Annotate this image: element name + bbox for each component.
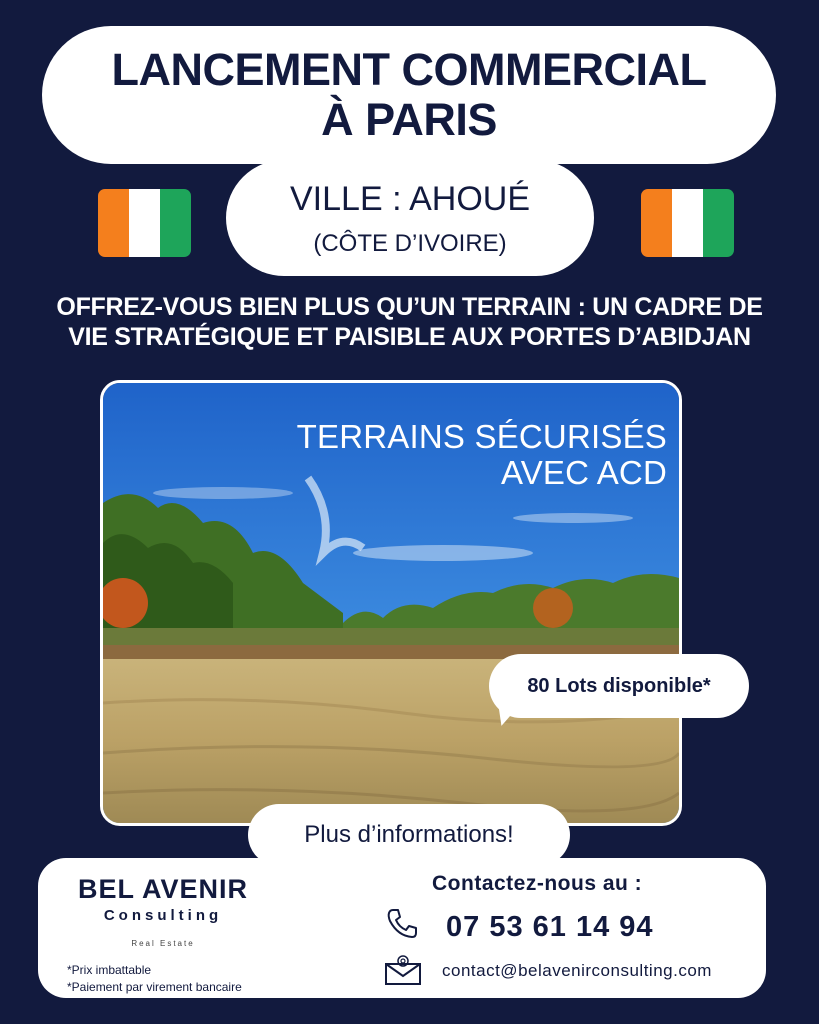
city-label: VILLE : AHOUÉ [290,180,530,218]
photo-caption-line-2: AVEC ACD [500,454,667,491]
phone-number[interactable]: 07 53 61 14 94 [446,911,654,943]
brand-subtitle: Consulting [103,907,223,924]
mail-icon [384,954,422,991]
brand-name: BEL AVENIR [77,874,249,904]
photo-caption-line-1: TERRAINS SÉCURISÉS [296,418,667,455]
tagline-line-2: VIE STRATÉGIQUE ET PAISIBLE AUX PORTES D’ABIDJAN [68,323,751,351]
title-banner [42,26,776,164]
cote-divoire-flag-right-icon [641,189,734,257]
title-line-1: LANCEMENT COMMERCIAL [111,44,707,95]
email-address[interactable]: contact@belavenirconsulting.com [442,961,712,980]
cote-divoire-flag-left-icon [98,189,191,257]
brand-tagline: Real Estate [131,939,195,948]
photo-caption [297,419,667,491]
tagline-line-1: OFFREZ-VOUS BIEN PLUS QU’UN TERRAIN : UN CADRE DE [56,293,763,321]
tagline [20,292,799,352]
price-note: *Prix imbattable [67,963,152,977]
contact-title: Contactez-nous au : [432,872,643,895]
city-badge [226,160,594,276]
phone-icon [384,906,420,947]
country-label: (CÔTE D’IVOIRE) [313,230,507,257]
more-info-button[interactable]: Plus d’informations! [248,804,570,866]
land-photo [100,380,682,826]
lots-available-badge: 80 Lots disponible* [489,654,749,718]
payment-note: *Paiement par virement bancaire [67,980,242,994]
title-line-2: À PARIS [321,94,497,145]
